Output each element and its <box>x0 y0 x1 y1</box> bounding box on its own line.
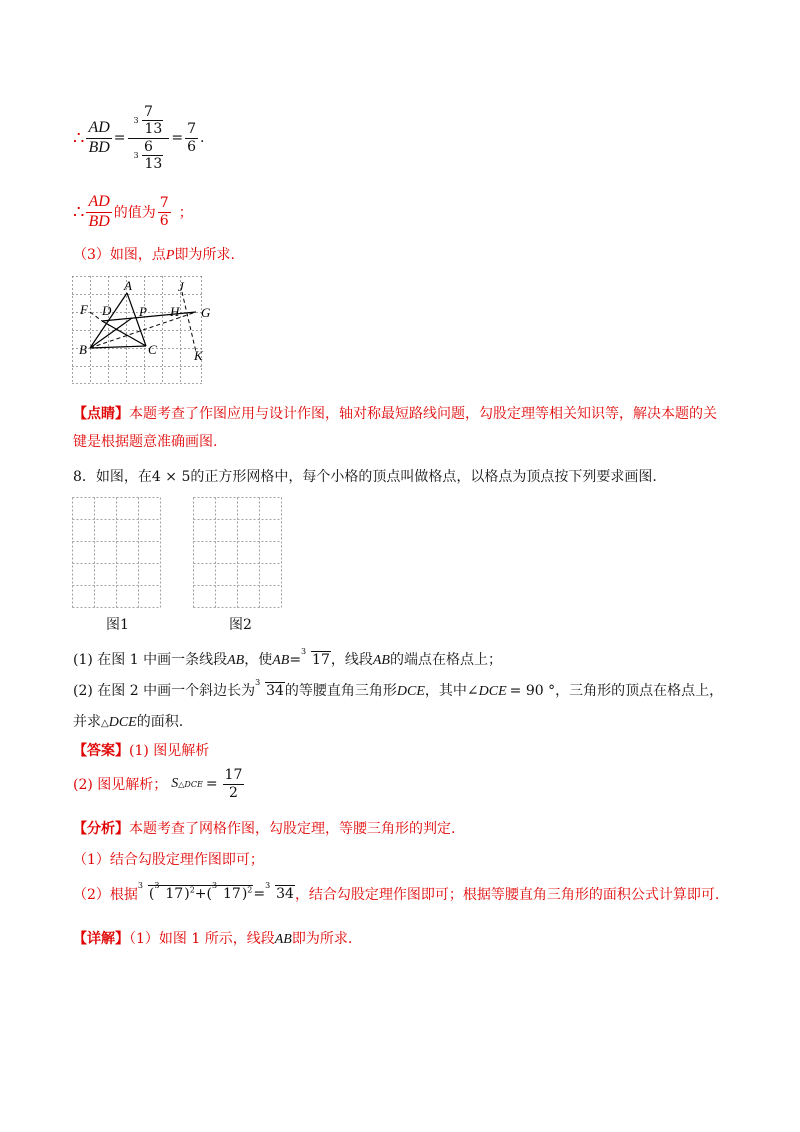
label-B: B <box>79 342 87 357</box>
label-H: H <box>170 304 180 319</box>
comment-block: 【点睛】本题考查了作图应用与设计作图，轴对称最短路线问题，勾股定理等相关知识等，解决本题的关 键是根据题意准确画图. <box>73 406 717 450</box>
ratio-compound-fraction: 7 3 13 6 3 13 <box>128 104 170 171</box>
caption-fig1: 图1 <box>106 617 129 633</box>
label-J: J <box>178 279 184 294</box>
question-8: 8．如图，在4 × 5的正方形网格中，每个小格的顶点叫做格点，以格点为顶点按下列要求画图. <box>73 469 657 485</box>
analysis-p1: （1）结合勾股定理作图即可； <box>73 852 264 868</box>
grid-figure-1 <box>72 497 167 612</box>
label-D: D <box>102 303 112 318</box>
therefore-symbol: ∴ <box>73 127 85 149</box>
label-G: G <box>201 305 211 320</box>
answer-line1: 【答案】(1) 图见解析 <box>73 743 210 759</box>
answer-line2: (2) 图见解析； S △DCE = $\frac{17}{2}$ <box>73 767 243 801</box>
q8-part1: (1) 在图 1 中画一条线段AB，使AB= 3 17，线段AB的端点在格点上； <box>73 647 502 668</box>
label-K: K <box>194 348 203 363</box>
analysis-p2: （2）根据 3 ( 3 17)$^2$+( 3 17)$^2$ = 3 34 ，结合勾股定理作图即可；根据等腰直角三角形的面积公式计算即可. <box>73 880 720 903</box>
label-F: F <box>80 302 88 317</box>
q8-part2: (2) 在图 2 中画一个斜边长为 3 34的等腰直角三角形DCE，其中∠DCE = 90 °，三角形的顶点在格点上， <box>73 678 724 699</box>
ratio-step: ∴ $\frac{AD}{BD}$ = 7 3 13 6 3 13 = $\frac{7}{6}$ . <box>73 104 205 172</box>
ratio-ad-bd: $\frac{AD}{BD}$ <box>88 119 110 156</box>
label-A: A <box>124 278 132 293</box>
figure-construction <box>72 276 212 386</box>
part3-line: （3）如图，点P即为所求. <box>73 247 235 263</box>
label-C: C <box>148 342 157 357</box>
detail-line: 【详解】（1）如图 1 所示，线段AB即为所求. <box>73 931 353 947</box>
value-step: ∴ $\frac{AD}{BD}$ 的值为 $\frac{7}{6}$ ； <box>73 193 193 230</box>
q8-part2-line2: 并求△DCE的面积. <box>73 714 184 730</box>
ratio-result: $\frac{7}{6}$ <box>187 121 196 155</box>
caption-fig2: 图2 <box>229 617 252 633</box>
label-P: P <box>139 304 147 319</box>
grid-figure-2 <box>193 497 288 612</box>
analysis-line: 【分析】本题考查了网格作图，勾股定理，等腰三角形的判定. <box>73 821 456 837</box>
